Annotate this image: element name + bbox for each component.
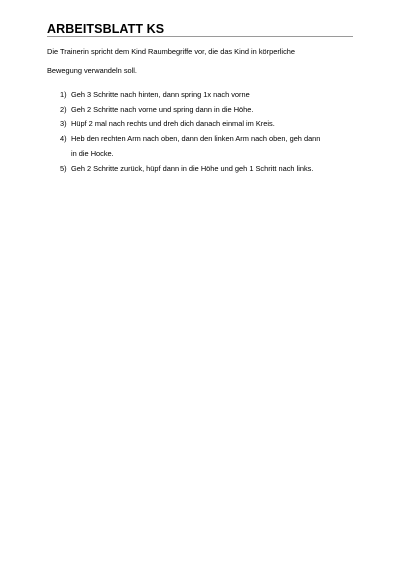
list-item-text: Hüpf 2 mal nach rechts und dreh dich danach einmal im Kreis. [71,119,275,129]
list-item-text: Geh 2 Schritte nach vorne und spring dann in die Höhe. [71,104,254,114]
exercise-list [47,88,357,176]
list-item [47,88,357,103]
list-item-text: Heb den rechten Arm nach oben, dann den linken Arm nach oben, geh dann [71,134,321,144]
list-item-text: Geh 2 Schritte zurück, hüpf dann in die Höhe und geh 1 Schritt nach links. [71,163,314,173]
intro-line: Die Trainerin spricht dem Kind Raumbegriffe vor, die das Kind in körperliche [47,47,295,56]
title-divider [47,36,353,37]
list-item-number: 2) [60,104,67,114]
list-item-number: 1) [60,90,67,99]
list-item-text: Geh 3 Schritte nach hinten, dann spring 1x nach vorne [71,90,250,99]
list-item [47,162,357,177]
intro-line: Bewegung verwandeln soll. [47,66,137,75]
list-item-text: in die Hocke. [71,148,114,158]
list-item-number: 5) [60,163,67,173]
list-item-number: 4) [60,134,67,144]
worksheet-title: ARBEITSBLATT KS [47,22,165,36]
intro-text [47,42,357,80]
list-item-number: 3) [60,119,67,129]
list-item [47,103,357,118]
list-item [47,132,357,161]
list-item [47,117,357,132]
